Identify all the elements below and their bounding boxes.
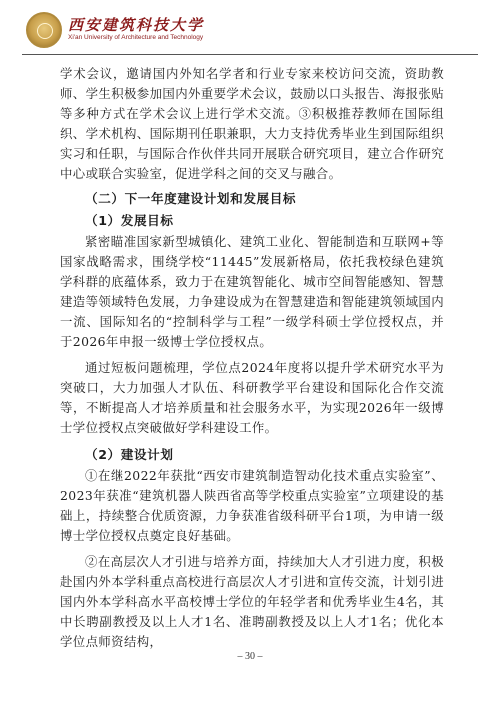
- university-name: 西安建筑科技大学: [68, 16, 205, 34]
- section-heading: （二）下一年度建设计划和发展目标: [85, 191, 297, 206]
- university-name-english: Xi'an University of Architecture and Technology: [68, 34, 204, 41]
- paragraph: ②在高层次人才引进与培养方面，持续加大人才引进力度，积极赴国内外本学科重点高校进行高层次人才引进和宣传交流，计划引进国内外本学科高水平高校博士学位的年轻学者和优秀毕业生4名，其中长聘副教授及以上人才1名、准聘副教授及以上人才1名；优化本学位点师资结构，: [60, 554, 444, 649]
- paragraph: 紧密瞄准国家新型城镇化、建筑工业化、智能制造和互联网+等国家战略需求，围绕学校“11445”发展新格局，依托我校绿色建筑学科群的底蕴体系，致力于在建筑智能化、城市空间智能感知、智慧建造等领域特色发展，力争建设成为在智慧建造和智能建筑领域国内一流、国际知名的“控制科学与工程”一级学科硕士学位授权点，并于2026年申报一级博士学位授权点。: [60, 234, 444, 349]
- paragraph: 通过短板问题梳理，学位点2024年度将以提升学术研究水平为突破口，大力加强人才队伍、科研教学平台建设和国际化合作交流等，不断提高人才培养质量和社会服务水平，为实现2026年一级博士学位授权点突破做好学科建设工作。: [60, 360, 444, 435]
- university-seal-icon: [26, 12, 62, 48]
- paragraph: 学术会议，邀请国内外知名学者和行业专家来校访问交流，资助教师、学生积极参加国内外重要学术会议，鼓励以口头报告、海报张贴等多种方式在学术会议上进行学术交流。③积极推荐教师在国际组织、学术机构、国际期刊任职兼职，大力支持优秀毕业生到国际组织实习和任职，与国际合作伙伴共同开展联合研究项目，建立合作研究中心或联合实验室，促进学科之间的交叉与融合。: [60, 66, 444, 181]
- page-header: [22, 12, 482, 54]
- subsection-heading: （2）建设计划: [85, 447, 174, 462]
- page-number: – 30 –: [237, 651, 263, 662]
- document-body: [60, 64, 444, 652]
- header-divider: [22, 54, 478, 55]
- paragraph: ①在继2022年获批“西安市建筑制造智动化技术重点实验室”、2023年获准“建筑机器人陕西省高等学校重点实验室”立项建设的基础上，持续整合优质资源，力争获准省级科研平台1项，为申请一级博士学位授权点奠定良好基础。: [60, 468, 444, 543]
- subsection-heading: （1）发展目标: [85, 213, 174, 228]
